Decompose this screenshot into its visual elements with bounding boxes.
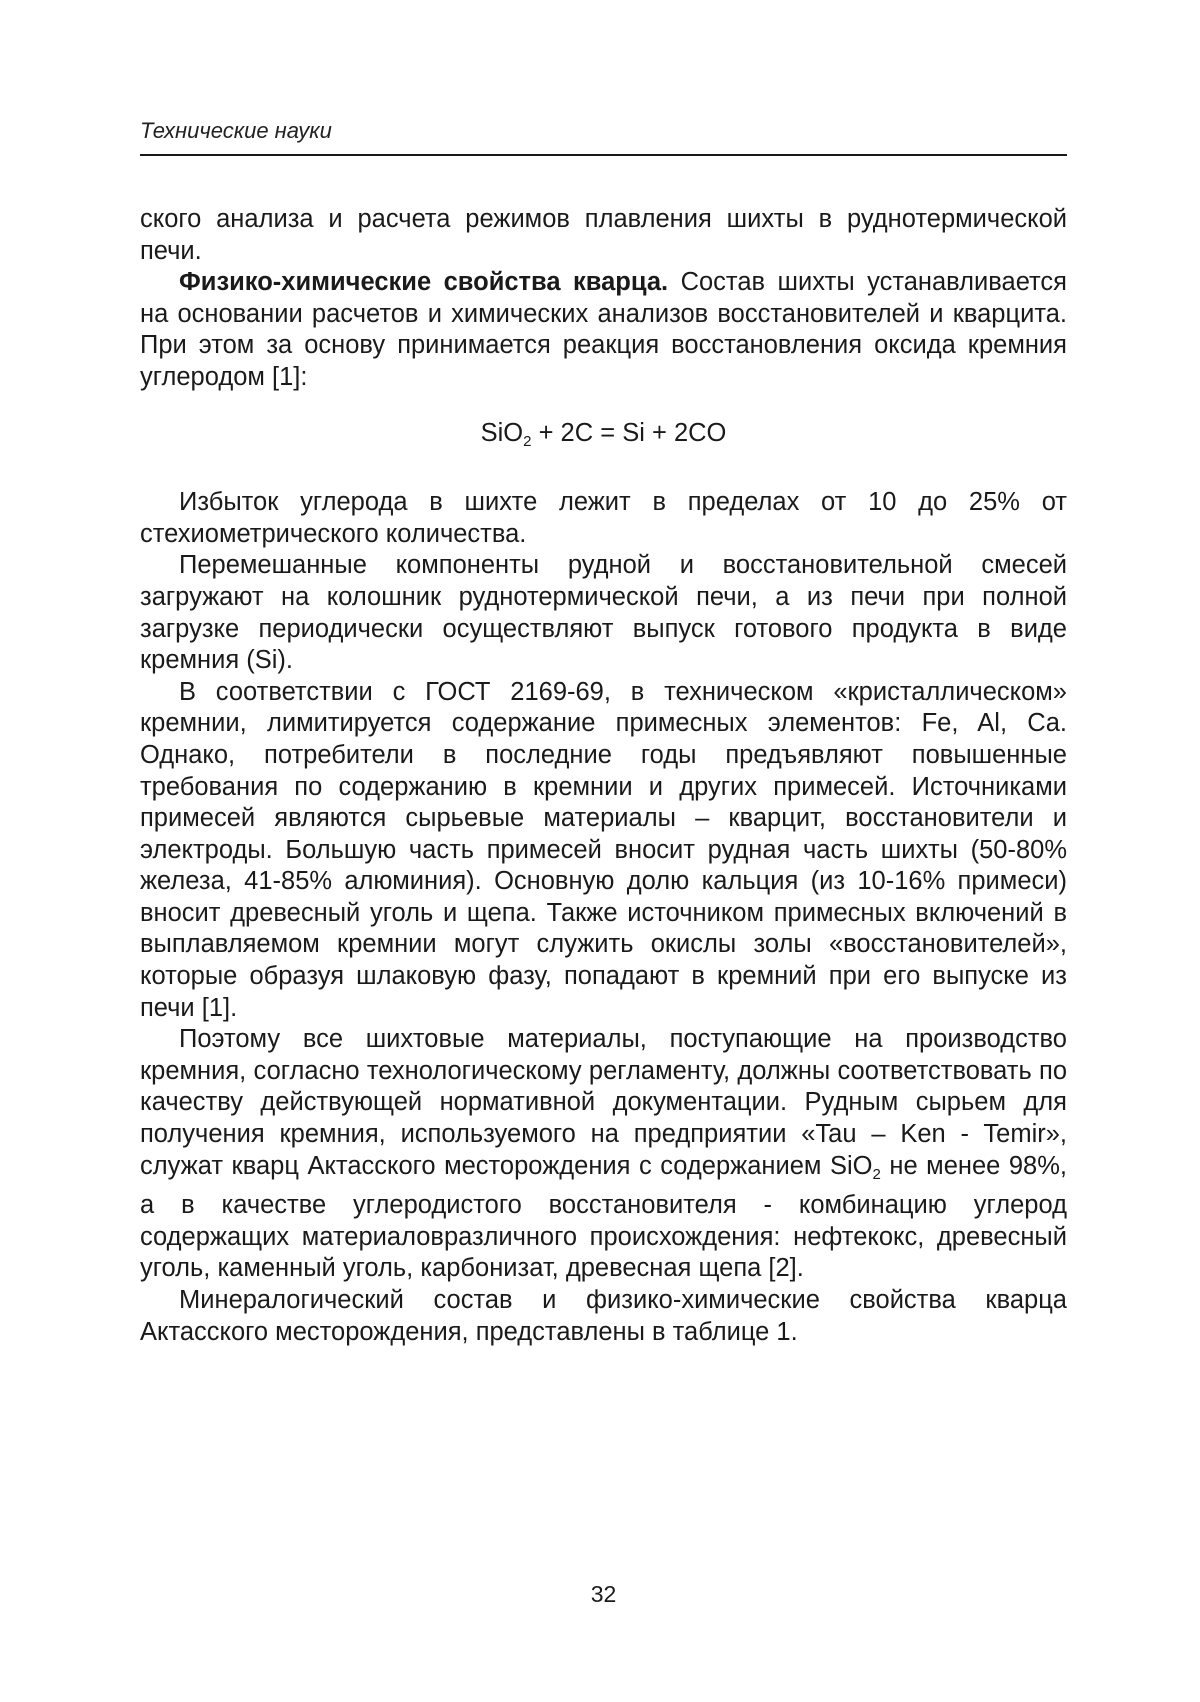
sio2-subscript: 2 xyxy=(872,1165,881,1183)
running-header: Технические науки xyxy=(140,118,332,143)
formula-subscript: 2 xyxy=(523,432,532,450)
paragraph-text: Состав шихты устанавливается на основании расчетов и химических анализов восстановителей и кварцита. При этом за основу принимается реакция восстановления оксида кремния углеродом [1]: xyxy=(140,268,1067,391)
header-rule xyxy=(140,154,1067,156)
paragraph-carbon-excess: Избыток углерода в шихте лежит в пределах от 10 до 25% от стехиометрического количества. xyxy=(140,488,1067,548)
paragraph-gost: В соответствии с ГОСТ 2169-69, в техническом «кристаллическом» кремнии, лимитируется содержание примесных элементов: Fe, Al, Ca. Однако, потребители в последние годы предъявляют повышенные требования по содержанию в кремнии и других примесей. Источниками примесей являются сырьевые материалы – кварцит, восстановители и электроды. Большую часть примесей вносит рудная часть шихты (50-80% железа, 41-85% алюминия). Основную долю кальция (из 10-16% примеси) вносит древесный уголь и щепа. Также источником примесных включений в выплавляемом кремнии могут служить окислы золы «восстановителей», которые образуя шлаковую фазу, попадают в кремний при его выпуске из печи [1]. xyxy=(140,677,1067,1022)
paragraph-table-reference: Минералогический состав и физико-химические свойства кварца Актасского месторождения, представлены в таблице 1. xyxy=(140,1286,1067,1346)
document-page xyxy=(140,0,1067,1702)
section-heading: Физико-химические свойства кварца. xyxy=(179,268,669,297)
paragraph-text: не менее 98%, а в качестве углеродистого восстановителя - комбинацию углерод содержащих материаловразличного происхождения: нефтекокс, древесный уголь, каменный уголь, карбонизат, древесная щепа [2]. xyxy=(140,1151,1067,1283)
paragraph-quartz-properties xyxy=(140,267,1067,393)
paragraph-text: Поэтому все шихтовые материалы, поступающие на производство кремния, согласно технологическому регламенту, должны соответствовать по качеству действующей нормативной документации. Рудным сырьем для получения кремния, используемого на предприятии «Tau – Ken - Temir», служат кварц Актасского месторождения с содержанием SiO xyxy=(140,1025,1067,1180)
formula-reactant: SiO xyxy=(480,418,524,447)
paragraph-raw-materials xyxy=(140,1024,1067,1285)
body-text xyxy=(140,204,1067,1348)
formula-rest: + 2C = Si + 2CO xyxy=(531,418,727,447)
page-number: 32 xyxy=(590,1581,617,1607)
paragraph-continuation: ского анализа и расчета режимов плавления шихты в руднотермической печи. xyxy=(140,205,1067,265)
paragraph-loading: Перемешанные компоненты рудной и восстановительной смесей загружают на колошник руднотермической печи, а из печи при полной загрузке периодически осуществляют выпуск готового продукта в виде кремния (Si). xyxy=(140,551,1067,675)
reaction-formula xyxy=(140,418,1067,458)
